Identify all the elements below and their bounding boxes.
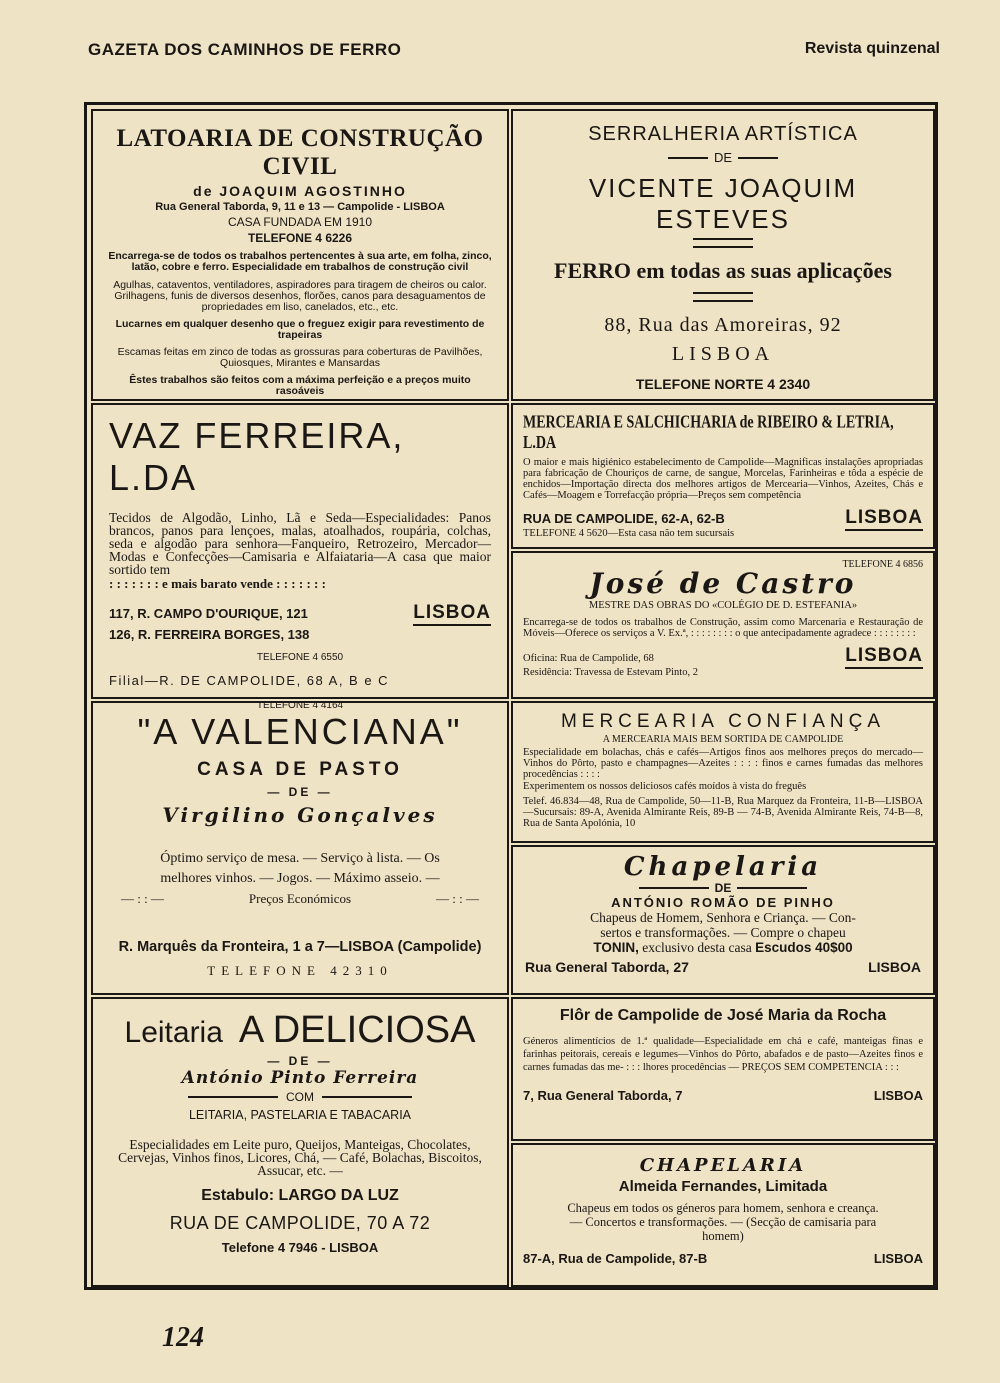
ad-title: Leitaria xyxy=(124,1016,223,1049)
ad-city: LISBOA xyxy=(671,343,775,365)
divider xyxy=(693,238,753,248)
ad-address: 117, R. CAMPO D'OURIQUE, 121 xyxy=(109,606,308,621)
ad-owner: Almeida Fernandes, Limitada xyxy=(618,1178,828,1195)
ad-owner: VICENTE JOAQUIM ESTEVES xyxy=(588,173,858,234)
ad-chapelaria-romao xyxy=(511,845,935,995)
ad-phone: TELEFONE 4 6226 xyxy=(247,231,353,245)
ad-title: José de Castro xyxy=(589,567,857,600)
ad-owner: de JOAQUIM AGOSTINHO xyxy=(193,183,407,199)
ad-title: SERRALHERIA ARTÍSTICA xyxy=(588,123,858,145)
ad-text: Preços Económicos xyxy=(248,891,352,906)
ad-address: Rua General Taborda, 9, 11 e 13 — Campolide - LISBOA xyxy=(155,201,445,213)
ad-paragraph: Escamas feitas em zinco de todas as grossuras para coberturas de Pavilhões, Quiosques, Mirantes e Mansardas xyxy=(117,346,483,369)
ad-address: RUA DE CAMPOLIDE, 62-A, 62-B xyxy=(523,511,725,526)
ads-frame xyxy=(84,102,938,1290)
ad-address: Rua General Taborda, 27 xyxy=(525,959,689,975)
ad-text: Experimentem os nossos deliciosos cafés moídos à vista do freguês xyxy=(523,781,807,792)
ad-chapelaria-almeida xyxy=(511,1143,935,1287)
ad-brand: TONIN, xyxy=(593,940,639,955)
ad-subtitle: MESTRE DAS OBRAS DO «COLÉGIO DE D. ESTEFANIA» xyxy=(588,600,858,611)
ad-serralheria xyxy=(511,109,935,401)
ad-city: LISBOA xyxy=(413,602,491,626)
ad-title: MERCEARIA E SALCHICHARIA de RIBEIRO & LETRIA, L.DA xyxy=(523,413,894,454)
ad-title: Chapelaria xyxy=(623,852,823,882)
ad-subtitle: CASA DE PASTO xyxy=(197,759,403,780)
ad-address: 87-A, Rua de Campolide, 87-B xyxy=(523,1251,708,1266)
ad-vaz-ferreira xyxy=(91,403,509,711)
ad-subtitle: A MERCEARIA MAIS BEM SORTIDA DE CAMPOLIDE xyxy=(602,734,844,745)
ad-de: DE xyxy=(713,150,733,165)
ad-text: Tecidos de Algodão, Linho, Lã e Seda—Especialidades: Panos brancos, panos para lençoes, malas, atoalhados, roupária, colchas, seda e algodão para senhora—Fanqueiro, Retrozeiro, Mercador—Modas e Confecções—Camisaria e Alfaiataria—A casa que maior sortido tem xyxy=(109,510,491,577)
ad-ornament: — : : — xyxy=(436,891,479,906)
ad-residence: Residência: Travessa de Estevam Pinto, 2 xyxy=(523,667,698,678)
ad-phone: TELEFONE NORTE 4 2340 xyxy=(635,376,811,392)
ad-com: COM xyxy=(286,1090,314,1104)
ad-city: LISBOA xyxy=(873,1251,923,1266)
ad-title: MERCEARIA CONFIANÇA xyxy=(560,711,886,732)
ad-phone: TELEFONE 4 5620—Esta casa não tem sucursais xyxy=(523,528,735,539)
ad-mercearia-salchicharia xyxy=(511,403,935,549)
ad-city: LISBOA xyxy=(845,645,923,669)
ad-title: VAZ FERREIRA, L.DA xyxy=(109,415,405,498)
ad-address: RUA DE CAMPOLIDE, 70 A 72 xyxy=(169,1213,431,1233)
ad-text: Chapeus em todos os géneros para homem, senhora e creança. — Concertos e transformações. — (Secção de camisaria para homem) xyxy=(567,1201,879,1243)
ad-paragraph: Lucarnes em qualquer desenho que o freguez exigir para revestimento de trapeiras xyxy=(115,318,485,341)
ad-text: Chapeus de Homem, Senhora e Criança. — Con- xyxy=(590,910,856,925)
ad-text: sertos e transformações. — Compre o chapeu xyxy=(600,925,846,940)
ad-latoaria xyxy=(91,109,509,401)
ad-de: — DE — xyxy=(267,1054,333,1068)
journal-title: GAZETA DOS CAMINHOS DE FERRO xyxy=(88,40,402,59)
ad-mercearia-confianca xyxy=(511,701,935,843)
ad-text: Encarrega-se de todos os trabalhos de Construção, assim como Marcenaria e Restauração de Móveis—Oferece os serviços a V. Ex.ª, : : : : : : : : o que antecipadamente agradece : : : : : : : : xyxy=(523,617,923,639)
ad-title: A DELICIOSA xyxy=(238,1009,476,1051)
ad-text: melhores vinhos. — Jogos. — Máximo asseio. — xyxy=(160,871,440,886)
ad-owner: ANTÓNIO ROMÃO DE PINHO xyxy=(611,895,835,910)
ad-title: CHAPELARIA xyxy=(639,1155,807,1176)
ad-de: DE xyxy=(714,881,732,895)
ad-de: — DE — xyxy=(267,785,333,799)
ad-flor-de-campolide xyxy=(511,997,935,1141)
ad-city: LISBOA xyxy=(873,1088,923,1103)
ad-text: exclusivo desta casa xyxy=(642,940,752,955)
ad-address: 126, R. FERREIRA BORGES, 138 xyxy=(109,627,310,642)
ad-title: Flôr de Campolide de José Maria da Rocha xyxy=(559,1007,887,1024)
ad-owner: António Pinto Ferreira xyxy=(181,1068,419,1088)
ad-subtitle: LEITARIA, PASTELARIA E TABACARIA xyxy=(188,1108,412,1122)
divider xyxy=(693,292,753,302)
ad-founded: CASA FUNDADA EM 1910 xyxy=(227,215,373,229)
ad-city: LISBOA xyxy=(845,507,923,531)
ad-text: Especialidade em bolachas, chás e cafés—Artigos finos aos melhores preços do mercado—Vinhos do Pôrto, pasto e champagnes—Azeites : : : : finos e carnes fumadas das melhores procedências : : : : xyxy=(523,747,923,780)
ad-address: 7, Rua General Taborda, 7 xyxy=(523,1088,683,1103)
ad-a-valenciana xyxy=(91,701,509,995)
ad-branch: Filial—R. DE CAMPOLIDE, 68 A, B e C xyxy=(109,673,390,688)
ad-city: LISBOA xyxy=(868,959,921,975)
ad-jose-de-castro xyxy=(511,551,935,699)
ad-owner: Virgilino Gonçalves xyxy=(162,803,438,827)
ad-paragraph: Êstes trabalhos são feitos com a máxima perfeição e a preços muito rasoáveis xyxy=(129,374,471,397)
ad-phone: TELEFONE 42310 xyxy=(207,963,393,978)
ad-address: R. Marquês da Fronteira, 1 a 7—LISBOA (Campolide) xyxy=(118,939,482,955)
ad-text: O maior e mais higiénico estabelecimento de Campolide—Magnificas instalações apropriadas para fabricação de Chouriços de carne, de sangue, Morcelas, Farinheiras e tôda a espécie de enchidos—Importação directa dos melhores artigos de Mercearia—Vinhos, Azeites, Chás e Cafés—Moagem e Torrefacção própria—Preços sem competência xyxy=(523,457,923,501)
ad-price: Escudos 40$00 xyxy=(755,940,853,955)
ad-leitaria-deliciosa xyxy=(91,997,509,1287)
ad-phone: TELEFONE 4 6550 xyxy=(256,652,344,663)
ad-text: Especialidades em Leite puro, Queijos, Manteigas, Chocolates, Cervejas, Vinhos finos, Licores, Chá, — Café, Bolachas, Biscoitos, Assucar, etc. — xyxy=(118,1137,482,1178)
ad-paragraph: Agulhas, cataventos, ventiladores, aspiradores para tiragem de cheiros ou calor. Grilhagens, funis de diversos desenhos, florões, canos para desaguamentos de propriedades em liso, canelados, etc., etc. xyxy=(113,279,487,313)
journal-subtitle: Revista quinzenal xyxy=(804,40,940,57)
ad-text: Óptimo serviço de mesa. — Serviço à lista. — Os xyxy=(160,851,440,866)
ad-ornament: — : : — xyxy=(121,891,164,906)
ad-address: 88, Rua das Amoreiras, 92 xyxy=(604,314,842,336)
ad-phone: TELEFONE 4 6856 xyxy=(842,559,923,570)
ad-text: Géneros alimentícios de 1.ª qualidade—Especialidade em chá e café, manteigas finas e farinhas peitorais, cereais e legumes—Vinhos do Pôrto, abafados e de pasto—Azeites finos e carnes fumadas das me- : : : lhores procedências — PREÇOS SEM COMPETENCIA : : : xyxy=(523,1036,923,1073)
page-number: 124 xyxy=(162,1322,204,1353)
ad-title: LATOARIA DE CONSTRUÇÃO CIVIL xyxy=(116,125,484,180)
ad-paragraph: Encarrega-se de todos os trabalhos pertencentes à sua arte, em folha, zinco, latão, cobre e ferro. Especialidade em trabalhos de construção civil xyxy=(108,250,492,273)
ad-phone: TELEFONE 4 4164 xyxy=(256,700,344,711)
ad-text: : : : : : : : e mais barato vende : : : : : : : xyxy=(109,576,326,591)
ad-phone: Telefone 4 7946 - LISBOA xyxy=(221,1240,379,1255)
ad-stable: Estabulo: LARGO DA LUZ xyxy=(201,1187,399,1204)
ad-text: Telef. 46.834—48, Rua de Campolide, 50—11-B, Rua Marquez da Fronteira, 11-B—LISBOA—Sucursais: 89-A, Avenida Almirante Reis, 89-B — 74-B, Avenida Almirante Reis, 74-B—8, Rua de Santa Apolónia, 10 xyxy=(523,796,923,829)
ad-tagline: FERRO em todas as suas aplicações xyxy=(554,258,892,283)
ad-title: "A VALENCIANA" xyxy=(137,711,463,752)
ad-workshop: Oficina: Rua de Campolide, 68 xyxy=(523,653,654,664)
